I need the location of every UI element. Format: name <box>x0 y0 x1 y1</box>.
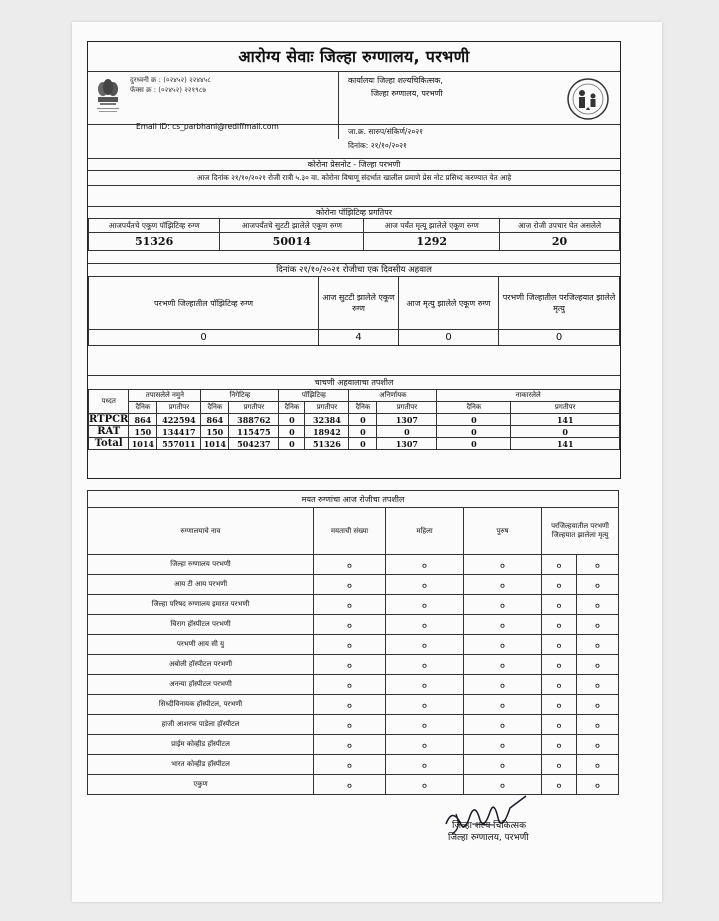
nhm-logo-icon <box>566 77 610 121</box>
press-note-text: आज दिनांक २१/१०/२०२१ रोजी रात्री ५.३० वा. कोरोना विषाणू संदर्भात खालील प्रमाणे प्रेस नोट प्रसिध्द करण्यात येत आहे <box>88 170 620 186</box>
table-cell: 0 <box>437 414 511 426</box>
hospital-name: जिल्हा परिषद रुग्णालय इमारत परभणी <box>88 595 314 615</box>
subheader-progressive: प्रगतीपर <box>377 402 437 414</box>
table-row <box>88 735 619 755</box>
table-cell: ० <box>314 755 386 775</box>
table-cell: ० <box>386 715 464 735</box>
table-header: परजिल्हयातील परभणी जिल्हयात झालेला मृत्यु <box>542 508 619 555</box>
office-line-2: जिल्हा रुग्णालय, परभणी <box>371 89 443 98</box>
test-details-table <box>88 389 620 450</box>
table-header: परभणी जिल्हातील परजिल्हयात झालेले मृत्यु <box>499 277 620 330</box>
subheader-daily: दैनिक <box>349 402 377 414</box>
table-cell: 0 <box>511 426 620 438</box>
table-header: परभणी जिल्हातील पॉझिटिव्ह रुग्ण <box>89 277 319 330</box>
table-cell: 141 <box>511 414 620 426</box>
hospital-name: चिराग हॉस्पीटल परभणी <box>88 615 314 635</box>
table-header: अनिर्णायक <box>349 390 437 402</box>
contact-block <box>88 71 339 131</box>
table-cell: ० <box>464 555 542 575</box>
document-page <box>72 22 662 902</box>
table-cell: 0 <box>279 426 305 438</box>
table-cell: ० <box>542 775 577 795</box>
table-header: आज रोजी उपचार घेत असलेले <box>500 219 620 233</box>
table-header: आज मृत्यु झालेले एकूण रुग्ण <box>399 277 499 330</box>
hospital-name: अबोली हॉस्पीटल परभणी <box>88 655 314 675</box>
table-cell: ० <box>464 755 542 775</box>
table-cell: ० <box>314 635 386 655</box>
hospital-name: एकुण <box>88 775 314 795</box>
document-title: आरोग्य सेवाः जिल्हा रुग्णालय, परभणी <box>88 42 620 72</box>
table-row <box>88 775 619 795</box>
table-cell: 115475 <box>229 426 279 438</box>
table-row <box>88 715 619 735</box>
table-cell: 141 <box>511 438 620 450</box>
hospital-name: हाजी आशरफ पाडेला हॉस्पीटल <box>88 715 314 735</box>
total-deaths-value: 1292 <box>364 233 500 251</box>
deaths-table <box>87 490 619 795</box>
deaths-heading: मयत रुग्णांचा आज रोजीचा तपशील <box>88 491 619 508</box>
table-cell: 422594 <box>157 414 201 426</box>
table-cell: ० <box>542 695 577 715</box>
table-cell: ० <box>464 775 542 795</box>
table-cell: 1014 <box>201 438 229 450</box>
table-cell: ० <box>464 695 542 715</box>
daily-discharged-value: 4 <box>319 330 399 346</box>
table-cell: ० <box>577 715 619 735</box>
table-header: नाकारलेले <box>437 390 620 402</box>
table-cell: ० <box>314 655 386 675</box>
press-note-heading: कोरोना प्रेसनोट - जिल्हा परभणी <box>88 158 620 171</box>
table-header: आज सुटटी झालेले एकूण रुग्ण <box>319 277 399 330</box>
hospital-name: आय टी आय परभणी <box>88 575 314 595</box>
table-header: आजपर्यंतचे एकूण पॉझिटिव्ह रुग्ण <box>89 219 220 233</box>
reference-row <box>88 124 620 139</box>
table-row <box>88 635 619 655</box>
table-cell: ० <box>577 575 619 595</box>
office-line-1: कार्यालयः जिल्हा शल्यचिकित्सक, <box>348 76 443 85</box>
table-header: पुरुष <box>464 508 542 555</box>
table-row <box>88 655 619 675</box>
table-cell: ० <box>314 695 386 715</box>
table-cell: 864 <box>201 414 229 426</box>
subheader-progressive: प्रगतीपर <box>511 402 620 414</box>
table-header: निगेटिव्ह <box>201 390 279 402</box>
subheader-daily: दैनिक <box>201 402 229 414</box>
hospital-name: अनन्या हॉस्पीटल परभणी <box>88 675 314 695</box>
total-positive-value: 51326 <box>89 233 220 251</box>
table-cell: 1307 <box>377 438 437 450</box>
table-row <box>88 575 619 595</box>
table-row <box>89 330 620 346</box>
state-emblem-icon <box>94 77 122 117</box>
table-row <box>88 595 619 615</box>
table-cell: ० <box>542 575 577 595</box>
table-cell: ० <box>386 555 464 575</box>
table-cell: ० <box>314 735 386 755</box>
table-row <box>89 438 620 450</box>
table-row <box>88 755 619 775</box>
table-cell: ० <box>314 775 386 795</box>
table-header: रुग्णालयाचे नाव <box>88 508 314 555</box>
table-header-row <box>89 277 620 330</box>
under-treatment-value: 20 <box>500 233 620 251</box>
table-cell: 134417 <box>157 426 201 438</box>
table-row <box>89 233 620 251</box>
table-cell: ० <box>577 615 619 635</box>
table-row <box>88 555 619 575</box>
method-cell: RTPCR <box>89 414 129 425</box>
office-block <box>338 71 620 124</box>
daily-heading: दिनांक २१/१०/२०२१ रोजीचा एक दिवसीय अहवाल <box>88 263 620 277</box>
table-header: पॉझिटिव्ह <box>279 390 349 402</box>
table-cell: 0 <box>349 414 377 426</box>
table-cell: ० <box>386 735 464 755</box>
deaths-sheet <box>87 490 619 795</box>
table-cell: 0 <box>437 426 511 438</box>
total-discharged-value: 50014 <box>220 233 364 251</box>
table-cell: ० <box>386 695 464 715</box>
daily-positive-value: 0 <box>89 330 319 346</box>
table-row <box>88 615 619 635</box>
table-cell: ० <box>577 635 619 655</box>
table-cell: ० <box>577 695 619 715</box>
subheader-progressive: प्रगतीपर <box>229 402 279 414</box>
table-subheader-row <box>89 402 620 414</box>
table-cell: ० <box>314 615 386 635</box>
letter-date: दिनांक: २१/१०/२०२१ <box>348 141 407 150</box>
table-cell: ० <box>542 655 577 675</box>
phone-number: दुरध्वनी क्र : (०२४५२) २२४४५८ <box>130 76 211 84</box>
table-cell: ० <box>464 655 542 675</box>
table-row <box>88 695 619 715</box>
method-header: पध्दत <box>89 390 129 414</box>
table-cell: 0 <box>437 438 511 450</box>
table-cell: 150 <box>201 426 229 438</box>
subheader-progressive: प्रगतीपर <box>305 402 349 414</box>
hospital-name: सिध्दीविनायक हॉस्पीटल, परभणी <box>88 695 314 715</box>
hospital-name: परभणी आय सी यु <box>88 635 314 655</box>
table-cell: ० <box>386 775 464 795</box>
table-cell: ० <box>386 575 464 595</box>
table-cell: 18942 <box>305 426 349 438</box>
table-cell: ० <box>542 595 577 615</box>
hospital-name: जिल्हा रुग्णालय परभणी <box>88 555 314 575</box>
reference-number: जा.क्र. सारुप/संकिर्ण/२०२१ <box>348 127 424 136</box>
table-cell: ० <box>464 675 542 695</box>
table-cell: ० <box>577 675 619 695</box>
table-cell: ० <box>577 555 619 575</box>
daily-deaths-value: 0 <box>399 330 499 346</box>
table-cell: ० <box>577 655 619 675</box>
table-cell: ० <box>314 555 386 575</box>
hospital-name: प्राईम कोव्हीड हॉस्पीटल <box>88 735 314 755</box>
cumulative-table <box>88 218 620 251</box>
table-cell: 0 <box>349 426 377 438</box>
table-cell: ० <box>314 675 386 695</box>
table-cell: 51326 <box>305 438 349 450</box>
method-cell: Total <box>89 438 129 450</box>
table-cell: ० <box>314 715 386 735</box>
table-header: महिला <box>386 508 464 555</box>
table-cell: 0 <box>377 426 437 438</box>
table-cell: 0 <box>279 414 305 426</box>
table-cell: ० <box>542 615 577 635</box>
table-row <box>88 675 619 695</box>
table-cell: ० <box>577 755 619 775</box>
table-header-row <box>88 508 619 555</box>
cumulative-heading: कोरोना पॉझिटिव्ह प्रगतिपर <box>88 206 620 219</box>
tests-heading: चाचणी अहवालाचा तपशील <box>88 375 620 390</box>
table-cell: 0 <box>349 438 377 450</box>
table-cell: 0 <box>279 438 305 450</box>
email-address: Email ID: cs_parbhani@rediffmail.com <box>136 122 279 131</box>
table-header-row <box>89 390 620 402</box>
table-cell: ० <box>386 595 464 615</box>
subheader-daily: दैनिक <box>129 402 157 414</box>
subheader-daily: दैनिक <box>279 402 305 414</box>
table-cell: ० <box>386 755 464 775</box>
table-cell: ० <box>386 615 464 635</box>
table-cell: ० <box>577 595 619 615</box>
table-cell: ० <box>386 635 464 655</box>
table-cell: 504237 <box>229 438 279 450</box>
method-cell: RAT <box>89 426 129 438</box>
subheader-progressive: प्रगतीपर <box>157 402 201 414</box>
divider <box>338 125 339 139</box>
table-cell: ० <box>464 575 542 595</box>
table-cell: ० <box>464 635 542 655</box>
daily-outside-deaths-value: 0 <box>499 330 620 346</box>
table-header: मयताची संख्या <box>314 508 386 555</box>
table-header: आजपर्यंतचे सुटटी झालेले एकूण रुग्ण <box>220 219 364 233</box>
table-cell: ० <box>464 615 542 635</box>
table-cell: 557011 <box>157 438 201 450</box>
table-cell: 864 <box>129 414 157 426</box>
table-cell: 1014 <box>129 438 157 450</box>
signatory-title: जिल्हा शल्य चिकित्सक <box>452 821 527 831</box>
table-row <box>89 414 620 426</box>
signatory-office: जिल्हा रुग्णालय, परभणी <box>448 833 529 843</box>
table-header-row <box>89 219 620 233</box>
table-header: आज पर्यंत मृत्यू झालेले एकूण रुग्ण <box>364 219 500 233</box>
table-cell: 388762 <box>229 414 279 426</box>
table-cell: ० <box>577 775 619 795</box>
table-cell: ० <box>542 735 577 755</box>
fax-number: फॅक्स क्र : (०२४५२) २२१९८७ <box>130 86 207 94</box>
table-title-row <box>88 491 619 508</box>
table-cell: ० <box>464 595 542 615</box>
table-cell: ० <box>464 715 542 735</box>
daily-report-table <box>88 276 620 346</box>
table-cell: ० <box>542 555 577 575</box>
table-cell: ० <box>577 735 619 755</box>
press-note-sheet <box>87 41 621 479</box>
table-cell: ० <box>542 635 577 655</box>
table-cell: ० <box>542 755 577 775</box>
hospital-name: भारत कोव्हीड हॉस्पीटल <box>88 755 314 775</box>
subheader-daily: दैनिक <box>437 402 511 414</box>
table-row <box>89 426 620 438</box>
table-cell: ० <box>386 655 464 675</box>
table-cell: ० <box>314 595 386 615</box>
table-cell: 1307 <box>377 414 437 426</box>
table-cell: ० <box>464 735 542 755</box>
table-cell: ० <box>314 575 386 595</box>
table-cell: 150 <box>129 426 157 438</box>
table-cell: ० <box>542 675 577 695</box>
table-cell: 32384 <box>305 414 349 426</box>
table-cell: ० <box>542 715 577 735</box>
table-cell: ० <box>386 675 464 695</box>
table-header: तपासलेले नमुने <box>129 390 201 402</box>
